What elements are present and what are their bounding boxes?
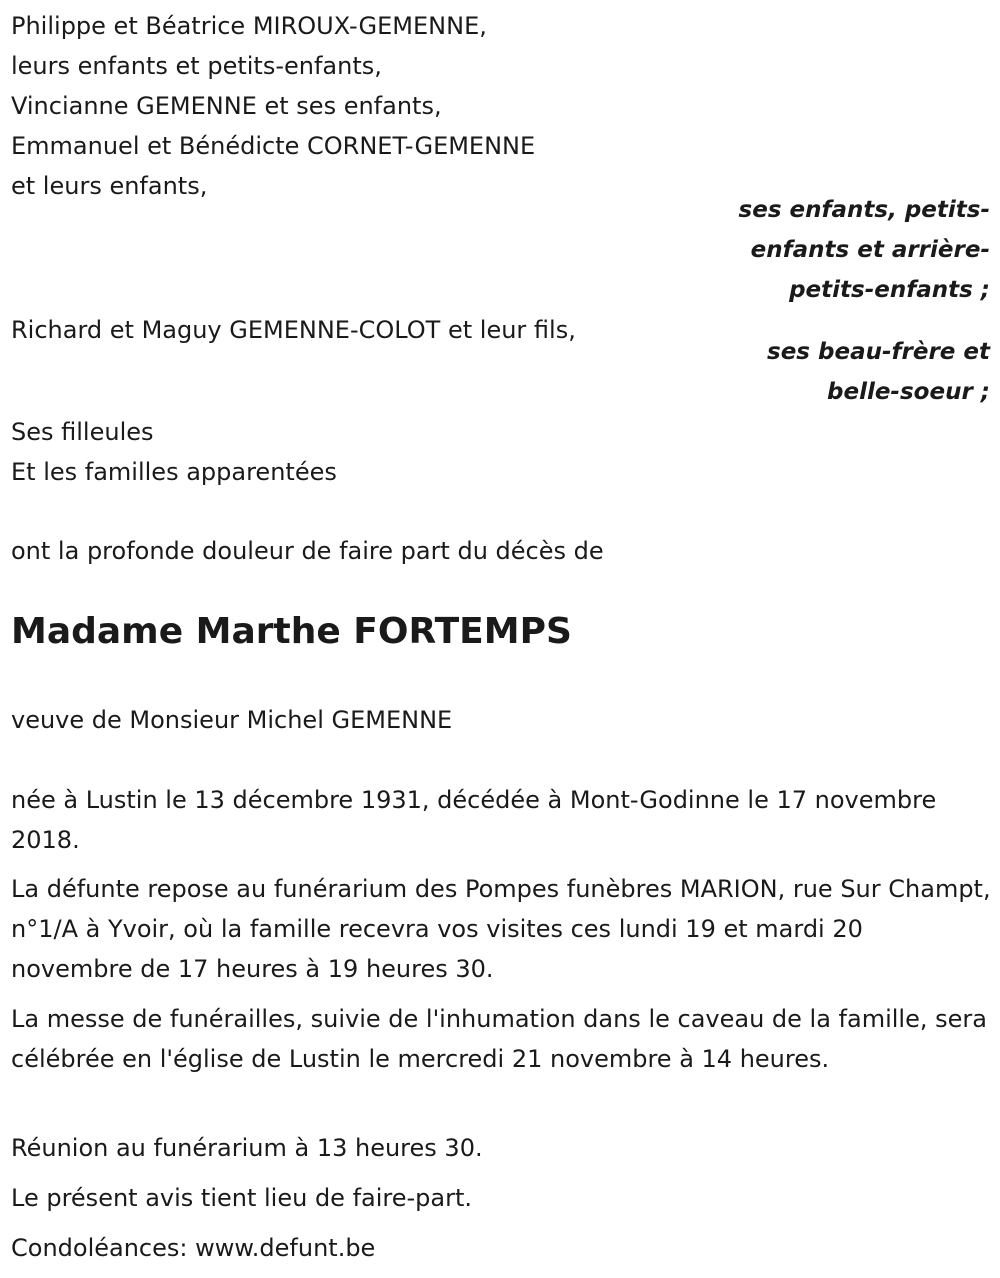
relation-line: ses beau-frère et [767, 339, 990, 365]
deceased-name: Madame Marthe FORTEMPS [11, 611, 572, 652]
family-line: Philippe et Béatrice MIROUX-GEMENNE, [11, 12, 487, 40]
family-line: Vincianne GEMENNE et ses enfants, [11, 92, 442, 120]
family-line: Et les familles apparentées [11, 458, 337, 486]
notice-paragraph: Le présent avis tient lieu de faire-part. [11, 1184, 473, 1212]
family-line: et leurs enfants, [11, 172, 208, 200]
relation-line: enfants et arrière- [750, 237, 990, 263]
relation-line: ses enfants, petits- [738, 197, 990, 223]
relation-line: petits-enfants ; [789, 277, 990, 303]
family-line: Emmanuel et Bénédicte CORNET-GEMENNE [11, 132, 536, 160]
relation-line: belle-soeur ; [827, 379, 990, 405]
family-line: Ses filleules [11, 418, 154, 446]
family-line: Richard et Maguy GEMENNE-COLOT et leur fils, [11, 316, 576, 344]
funerarium-paragraph: La défunte repose au funérarium des Pompes funèbres MARION, rue Sur Champt, n°1/A à Yvoir, où la famille recevra vos visites ces lundi 19 et mardi 20 novembre de 17 heures à 19 heures 30. [11, 875, 991, 983]
birth-death-paragraph: née à Lustin le 13 décembre 1931, décédée à Mont-Godinne le 17 novembre 2018. [11, 786, 937, 854]
family-line: leurs enfants et petits-enfants, [11, 52, 382, 80]
funeral-mass-paragraph: La messe de funérailles, suivie de l'inhumation dans le caveau de la famille, sera célébrée en l'église de Lustin le mercredi 21 novembre à 14 heures. [11, 1005, 987, 1073]
widow-of-text: veuve de Monsieur Michel GEMENNE [11, 706, 453, 734]
announcement-text: ont la profonde douleur de faire part du décès de [11, 537, 604, 565]
condolences-paragraph: Condoléances: www.defunt.be [11, 1234, 376, 1262]
reunion-paragraph: Réunion au funérarium à 13 heures 30. [11, 1134, 483, 1162]
